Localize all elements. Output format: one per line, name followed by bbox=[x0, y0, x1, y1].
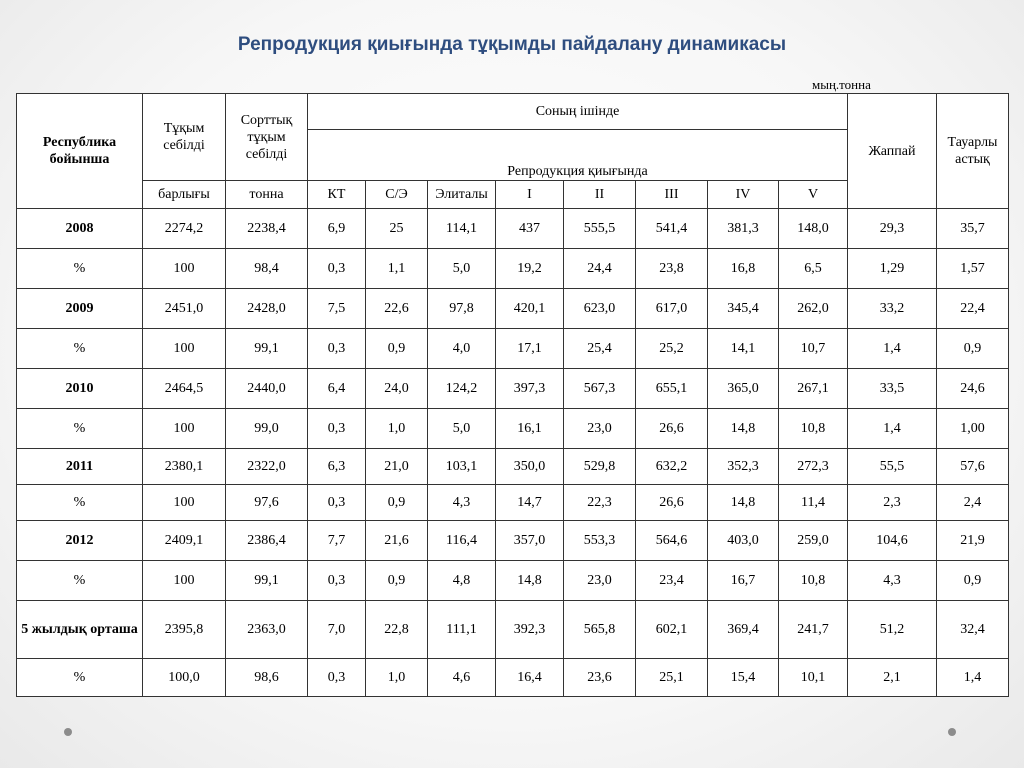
table-cell: 2,3 bbox=[848, 485, 937, 521]
row-label: % bbox=[17, 409, 143, 449]
subheader-cell: I bbox=[496, 181, 564, 209]
table-cell: 22,6 bbox=[366, 289, 428, 329]
table-row bbox=[17, 659, 1009, 697]
table-cell: 14,8 bbox=[708, 409, 779, 449]
table-cell: 0,9 bbox=[366, 561, 428, 601]
subheader-cell: IV bbox=[708, 181, 779, 209]
table-cell: 5,0 bbox=[428, 249, 496, 289]
table-cell: 397,3 bbox=[496, 369, 564, 409]
table-cell: 148,0 bbox=[779, 209, 848, 249]
table-row bbox=[17, 485, 1009, 521]
table-cell: 22,3 bbox=[564, 485, 636, 521]
row-label: 2010 bbox=[17, 369, 143, 409]
table-cell: 655,1 bbox=[636, 369, 708, 409]
table-cell: 100 bbox=[143, 485, 226, 521]
table-row bbox=[17, 601, 1009, 659]
table-cell: 25 bbox=[366, 209, 428, 249]
table-cell: 111,1 bbox=[428, 601, 496, 659]
table-cell: 23,6 bbox=[564, 659, 636, 697]
table-cell: 5,0 bbox=[428, 409, 496, 449]
table-cell: 100 bbox=[143, 329, 226, 369]
table-cell: 567,3 bbox=[564, 369, 636, 409]
table-cell: 617,0 bbox=[636, 289, 708, 329]
table-cell: 2395,8 bbox=[143, 601, 226, 659]
table-cell: 7,0 bbox=[308, 601, 366, 659]
table-cell: 14,1 bbox=[708, 329, 779, 369]
table-row bbox=[17, 409, 1009, 449]
subheader-cell: С/Э bbox=[366, 181, 428, 209]
table-cell: 392,3 bbox=[496, 601, 564, 659]
row-label: % bbox=[17, 659, 143, 697]
table-cell: 22,8 bbox=[366, 601, 428, 659]
table-cell: 2451,0 bbox=[143, 289, 226, 329]
table-cell: 602,1 bbox=[636, 601, 708, 659]
row-label: 5 жылдық орташа bbox=[17, 601, 143, 659]
table-cell: 22,4 bbox=[937, 289, 1009, 329]
table-cell: 381,3 bbox=[708, 209, 779, 249]
table-cell: 10,8 bbox=[779, 409, 848, 449]
table-cell: 241,7 bbox=[779, 601, 848, 659]
row-label: 2011 bbox=[17, 449, 143, 485]
table-cell: 97,6 bbox=[226, 485, 308, 521]
subheader-cell: V bbox=[779, 181, 848, 209]
table-cell: 555,5 bbox=[564, 209, 636, 249]
table-cell: 100,0 bbox=[143, 659, 226, 697]
table-cell: 14,7 bbox=[496, 485, 564, 521]
subheader-cell: КТ bbox=[308, 181, 366, 209]
header-tauarly: Тауарлы астық bbox=[937, 94, 1009, 209]
page-title: Репродукция қиығында тұқымды пайдалану динамикасы bbox=[237, 34, 787, 55]
table-cell: 357,0 bbox=[496, 521, 564, 561]
table-cell: 529,8 bbox=[564, 449, 636, 485]
table-cell: 98,4 bbox=[226, 249, 308, 289]
table-cell: 21,0 bbox=[366, 449, 428, 485]
table-cell: 352,3 bbox=[708, 449, 779, 485]
table-cell: 6,4 bbox=[308, 369, 366, 409]
nav-dot-right bbox=[948, 728, 956, 736]
table-cell: 2274,2 bbox=[143, 209, 226, 249]
table-cell: 2363,0 bbox=[226, 601, 308, 659]
table-cell: 2386,4 bbox=[226, 521, 308, 561]
subheader-cell: Элиталы bbox=[428, 181, 496, 209]
table-cell: 1,0 bbox=[366, 659, 428, 697]
table-cell: 6,5 bbox=[779, 249, 848, 289]
table-cell: 403,0 bbox=[708, 521, 779, 561]
table-cell: 116,4 bbox=[428, 521, 496, 561]
table-cell: 24,6 bbox=[937, 369, 1009, 409]
table-cell: 16,1 bbox=[496, 409, 564, 449]
unit-label: мың.тонна bbox=[812, 77, 871, 92]
table-cell: 1,4 bbox=[937, 659, 1009, 697]
table-cell: 4,8 bbox=[428, 561, 496, 601]
table-cell: 420,1 bbox=[496, 289, 564, 329]
header-respublika: Республика бойынша bbox=[17, 94, 143, 209]
table-cell: 23,0 bbox=[564, 561, 636, 601]
table-cell: 0,3 bbox=[308, 249, 366, 289]
table-cell: 2464,5 bbox=[143, 369, 226, 409]
table-cell: 10,8 bbox=[779, 561, 848, 601]
table-cell: 19,2 bbox=[496, 249, 564, 289]
table-cell: 24,0 bbox=[366, 369, 428, 409]
table-cell: 11,4 bbox=[779, 485, 848, 521]
table-cell: 23,4 bbox=[636, 561, 708, 601]
table-cell: 35,7 bbox=[937, 209, 1009, 249]
table-cell: 1,00 bbox=[937, 409, 1009, 449]
row-label: 2009 bbox=[17, 289, 143, 329]
table-cell: 0,9 bbox=[937, 561, 1009, 601]
table-cell: 350,0 bbox=[496, 449, 564, 485]
row-label: % bbox=[17, 329, 143, 369]
table-cell: 23,8 bbox=[636, 249, 708, 289]
table-cell: 114,1 bbox=[428, 209, 496, 249]
header-sonyn-ishinde: Соның ішінде bbox=[308, 94, 848, 130]
table-row bbox=[17, 521, 1009, 561]
table-cell: 0,3 bbox=[308, 485, 366, 521]
header-tukym-sebildi: Тұқым себілді bbox=[143, 94, 226, 181]
row-label: % bbox=[17, 485, 143, 521]
table-cell: 1,57 bbox=[937, 249, 1009, 289]
table-cell: 23,0 bbox=[564, 409, 636, 449]
table-cell: 21,9 bbox=[937, 521, 1009, 561]
table-cell: 57,6 bbox=[937, 449, 1009, 485]
table-cell: 437 bbox=[496, 209, 564, 249]
table-cell: 4,3 bbox=[428, 485, 496, 521]
table-cell: 99,1 bbox=[226, 329, 308, 369]
table-cell: 98,6 bbox=[226, 659, 308, 697]
table-cell: 17,1 bbox=[496, 329, 564, 369]
table-row bbox=[17, 209, 1009, 249]
table-cell: 365,0 bbox=[708, 369, 779, 409]
row-label: % bbox=[17, 249, 143, 289]
row-label: 2008 bbox=[17, 209, 143, 249]
table-cell: 2440,0 bbox=[226, 369, 308, 409]
table-cell: 24,4 bbox=[564, 249, 636, 289]
table-cell: 104,6 bbox=[848, 521, 937, 561]
table-cell: 14,8 bbox=[708, 485, 779, 521]
table-cell: 1,0 bbox=[366, 409, 428, 449]
table-cell: 262,0 bbox=[779, 289, 848, 329]
table-cell: 21,6 bbox=[366, 521, 428, 561]
nav-dot-left bbox=[64, 728, 72, 736]
table-cell: 55,5 bbox=[848, 449, 937, 485]
table-cell: 29,3 bbox=[848, 209, 937, 249]
table-cell: 7,5 bbox=[308, 289, 366, 329]
table-cell: 7,7 bbox=[308, 521, 366, 561]
table-cell: 0,9 bbox=[366, 329, 428, 369]
table-cell: 14,8 bbox=[496, 561, 564, 601]
table-cell: 16,7 bbox=[708, 561, 779, 601]
table-cell: 97,8 bbox=[428, 289, 496, 329]
table-cell: 0,3 bbox=[308, 561, 366, 601]
table-cell: 0,9 bbox=[366, 485, 428, 521]
table-cell: 345,4 bbox=[708, 289, 779, 329]
table-cell: 99,0 bbox=[226, 409, 308, 449]
table-cell: 0,3 bbox=[308, 659, 366, 697]
subheader-cell: барлығы bbox=[143, 181, 226, 209]
table-cell: 2,1 bbox=[848, 659, 937, 697]
table-cell: 1,29 bbox=[848, 249, 937, 289]
table-row bbox=[17, 449, 1009, 485]
table-cell: 4,6 bbox=[428, 659, 496, 697]
subheader-cell: тонна bbox=[226, 181, 308, 209]
table-cell: 33,5 bbox=[848, 369, 937, 409]
table-cell: 25,4 bbox=[564, 329, 636, 369]
table-row bbox=[17, 561, 1009, 601]
data-table bbox=[16, 93, 1009, 697]
table-cell: 99,1 bbox=[226, 561, 308, 601]
table-cell: 100 bbox=[143, 409, 226, 449]
table-cell: 2,4 bbox=[937, 485, 1009, 521]
table-cell: 267,1 bbox=[779, 369, 848, 409]
table-cell: 100 bbox=[143, 249, 226, 289]
table-cell: 10,7 bbox=[779, 329, 848, 369]
table-cell: 2322,0 bbox=[226, 449, 308, 485]
table-cell: 100 bbox=[143, 561, 226, 601]
table-cell: 33,2 bbox=[848, 289, 937, 329]
table-cell: 1,4 bbox=[848, 409, 937, 449]
table-cell: 16,4 bbox=[496, 659, 564, 697]
table-cell: 623,0 bbox=[564, 289, 636, 329]
table-cell: 2380,1 bbox=[143, 449, 226, 485]
table-row bbox=[17, 329, 1009, 369]
table-cell: 2428,0 bbox=[226, 289, 308, 329]
table-cell: 103,1 bbox=[428, 449, 496, 485]
table-cell: 6,9 bbox=[308, 209, 366, 249]
header-sorttyk: Сорттық тұқым себілді bbox=[226, 94, 308, 181]
table-row bbox=[17, 249, 1009, 289]
table-cell: 32,4 bbox=[937, 601, 1009, 659]
table-cell: 1,4 bbox=[848, 329, 937, 369]
table-cell: 124,2 bbox=[428, 369, 496, 409]
table-cell: 565,8 bbox=[564, 601, 636, 659]
table-cell: 26,6 bbox=[636, 485, 708, 521]
table-cell: 564,6 bbox=[636, 521, 708, 561]
table-cell: 541,4 bbox=[636, 209, 708, 249]
table-cell: 0,3 bbox=[308, 409, 366, 449]
table-cell: 2238,4 bbox=[226, 209, 308, 249]
header-reproduktsiya: Репродукция қиығында bbox=[308, 130, 848, 181]
table-cell: 0,3 bbox=[308, 329, 366, 369]
table-cell: 272,3 bbox=[779, 449, 848, 485]
table-cell: 632,2 bbox=[636, 449, 708, 485]
row-label: 2012 bbox=[17, 521, 143, 561]
table-row bbox=[17, 289, 1009, 329]
table-cell: 4,3 bbox=[848, 561, 937, 601]
table-cell: 10,1 bbox=[779, 659, 848, 697]
table-cell: 369,4 bbox=[708, 601, 779, 659]
table-cell: 25,2 bbox=[636, 329, 708, 369]
table-cell: 553,3 bbox=[564, 521, 636, 561]
table-cell: 259,0 bbox=[779, 521, 848, 561]
row-label: % bbox=[17, 561, 143, 601]
table-cell: 16,8 bbox=[708, 249, 779, 289]
table-cell: 4,0 bbox=[428, 329, 496, 369]
subheader-cell: II bbox=[564, 181, 636, 209]
table-cell: 0,9 bbox=[937, 329, 1009, 369]
table-cell: 2409,1 bbox=[143, 521, 226, 561]
table-row bbox=[17, 369, 1009, 409]
header-zhappai: Жаппай bbox=[848, 94, 937, 209]
table-cell: 15,4 bbox=[708, 659, 779, 697]
table-cell: 6,3 bbox=[308, 449, 366, 485]
table-cell: 1,1 bbox=[366, 249, 428, 289]
subheader-cell: III bbox=[636, 181, 708, 209]
table-cell: 25,1 bbox=[636, 659, 708, 697]
table-cell: 26,6 bbox=[636, 409, 708, 449]
table-cell: 51,2 bbox=[848, 601, 937, 659]
